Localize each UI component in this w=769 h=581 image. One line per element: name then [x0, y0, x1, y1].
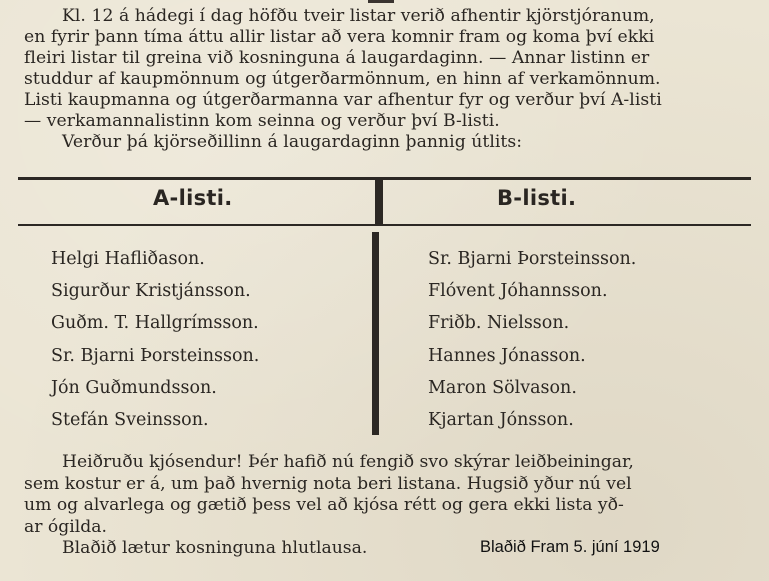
intro-line: Listi kaupmanna og útgerðarmanna var afhentur fyr og verður því A-listi: [24, 90, 662, 110]
intro-line: Kl. 12 á hádegi í dag höfðu tveir listar verið afhentir kjörstjóranum,: [62, 6, 655, 26]
intro-line: fleiri listar til greina við kosninguna á laugardaginn. — Annar listinn er: [24, 48, 650, 68]
b-candidate: Maron Sölvason.: [428, 377, 577, 398]
a-candidate: Guðm. T. Hallgrímsson.: [51, 313, 259, 334]
intro-line: studdur af kaupmönnum og útgerðarmönnum, en hinn af verkamönnum.: [24, 69, 661, 89]
a-candidate: Sr. Bjarni Þorsteinsson.: [51, 345, 260, 366]
b-list-candidates: [428, 243, 636, 436]
outro-line: ar ógilda.: [24, 516, 107, 537]
b-candidate: Sr. Bjarni Þorsteinsson.: [428, 249, 637, 269]
a-list-heading: A-listi.: [153, 186, 233, 210]
outro-line: sem kostur er á, um það hvernig nota beri listana. Hugsið yður nú vel: [24, 473, 632, 494]
intro-paragraph: [24, 6, 754, 153]
a-candidate: Jón Guðmundsson.: [51, 377, 217, 398]
a-list-candidates: [51, 243, 259, 436]
a-candidate: Stefán Sveinsson.: [51, 410, 209, 431]
b-list-heading: B-listi.: [497, 186, 577, 210]
b-candidate: Hannes Jónasson.: [428, 345, 586, 366]
b-candidate: Friðb. Nielsson.: [428, 313, 570, 334]
outro-line: Heiðruðu kjósendur! Þér hafið nú fengið svo skýrar leiðbeiningar,: [62, 452, 634, 472]
top-rule: [368, 0, 394, 3]
outro-line: Blaðið lætur kosninguna hlutlausa.: [62, 538, 368, 558]
ballot-heading-divider: [375, 178, 383, 224]
ballot-column-divider: [372, 232, 379, 435]
ballot-heading-rule: [18, 224, 751, 226]
intro-line: Verður þá kjörseðillinn á laugardaginn þannig útlits:: [62, 132, 523, 152]
intro-line: — verkamannalistinn kom seinna og verður því B-listi.: [24, 111, 500, 131]
outro-line: um og alvarlega og gætið þess vel að kjósa rétt og gera ekki lista yð-: [24, 495, 624, 515]
a-candidate: Sigurður Kristjánsson.: [51, 281, 251, 302]
a-candidate: Helgi Hafliðason.: [51, 249, 205, 269]
b-candidate: Flóvent Jóhannsson.: [428, 281, 608, 302]
b-candidate: Kjartan Jónsson.: [428, 410, 574, 431]
source-caption: Blaðið Fram 5. júní 1919: [480, 538, 660, 556]
intro-line: en fyrir þann tíma áttu allir listar að vera komnir fram og koma því ekki: [24, 27, 655, 47]
ballot-top-rule: [18, 177, 751, 180]
